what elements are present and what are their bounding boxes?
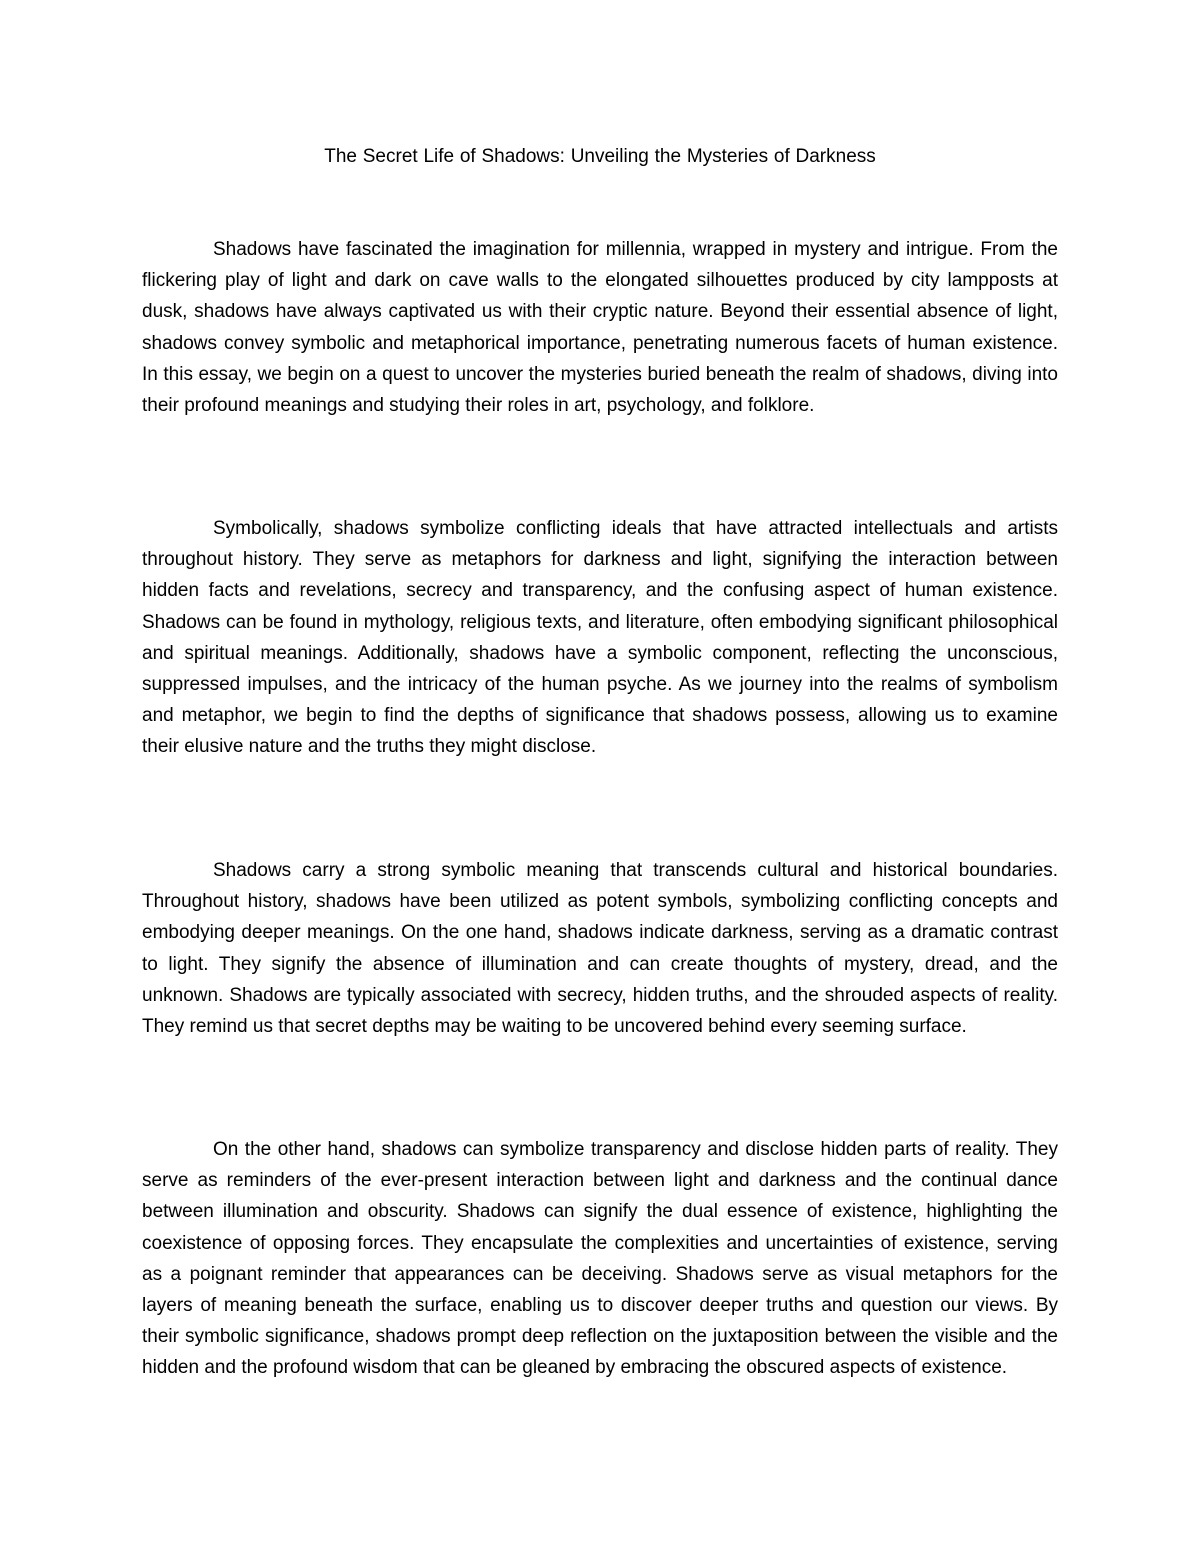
paragraph-1: Shadows have fascinated the imagination for millennia, wrapped in mystery and intrigue. From the flickering play of light and dark on cave walls to the elongated silhouettes produced by city lampposts at dusk, shadows have always captivated us with their cryptic nature. Beyond their essential absence of light, shadows convey symbolic and metaphorical importance, penetrating numerous facets of human existence. In this essay, we begin on a quest to uncover the mysteries buried beneath the realm of shadows, diving into their profound meanings and studying their roles in art, psychology, and folklore.	[142, 239, 1058, 417]
paragraph-4: On the other hand, shadows can symbolize transparency and disclose hidden parts of reality. They serve as reminders of the ever-present interaction between light and darkness and the continual dance between illumination and obscurity. Shadows can signify the dual essence of existence, highlighting the coexistence of opposing forces. They encapsulate the complexities and uncertainties of existence, serving as a poignant reminder that appearances can be deceiving. Shadows serve as visual metaphors for the layers of meaning beneath the surface, enabling us to discover deeper truths and question our views. By their symbolic significance, shadows prompt deep reflection on the juxtaposition between the visible and the hidden and the profound wisdom that can be gleaned by embracing the obscured aspects of existence.	[142, 1139, 1058, 1379]
page-title: The Secret Life of Shadows: Unveiling the Mysteries of Darkness	[324, 146, 876, 167]
paragraph-2: Symbolically, shadows symbolize conflicting ideals that have attracted intellectuals and artists throughout history. They serve as metaphors for darkness and light, signifying the interaction between hidden facts and revelations, secrecy and transparency, and the confusing aspect of human existence. Shadows can be found in mythology, religious texts, and literature, often embodying significant philosophical and spiritual meanings. Additionally, shadows have a symbolic component, reflecting the unconscious, suppressed impulses, and the intricacy of the human psyche. As we journey into the realms of symbolism and metaphor, we begin to find the depths of significance that shadows possess, allowing us to examine their elusive nature and the truths they might disclose.	[142, 518, 1058, 758]
paragraph-3: Shadows carry a strong symbolic meaning that transcends cultural and historical boundaries. Throughout history, shadows have been utilized as potent symbols, symbolizing conflicting concepts and embodying deeper meanings. On the one hand, shadows indicate darkness, serving as a dramatic contrast to light. They signify the absence of illumination and can create thoughts of mystery, dread, and the unknown. Shadows are typically associated with secrecy, hidden truths, and the shrouded aspects of reality. They remind us that secret depths may be waiting to be uncovered behind every seeming surface.	[142, 860, 1058, 1038]
